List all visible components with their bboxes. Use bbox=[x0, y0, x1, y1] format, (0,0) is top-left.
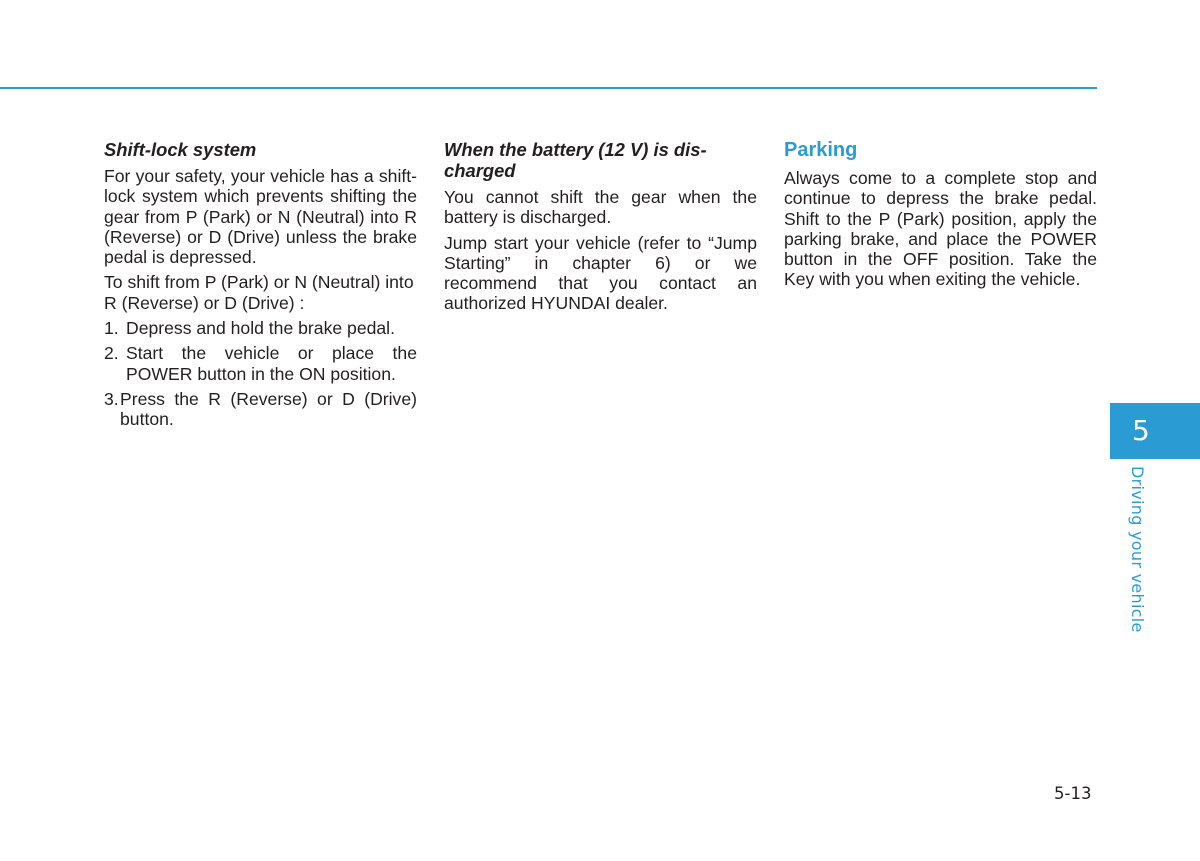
step-text: Start the vehicle or place the POWER button in the ON position. bbox=[126, 343, 417, 384]
page-number: 5-13 bbox=[1054, 784, 1092, 803]
shift-instruction-paragraph: To shift from P (Park) or N (Neutral) into R (Reverse) or D (Drive) : bbox=[104, 272, 414, 313]
step-item bbox=[104, 343, 417, 384]
parking-paragraph: Always come to a complete stop and continue to depress the brake pedal. Shift to the P (Park) position, apply the parking brake, and place the POWER button in the OFF position. Take the Key with you when exiting the vehicle. bbox=[784, 168, 1097, 290]
step-number: 2. bbox=[104, 343, 119, 364]
jump-start-paragraph: Jump start your vehicle (refer to “Jump Starting” in chapter 6) or we recommend that you contact an authorized HYUNDAI dealer. bbox=[444, 232, 757, 314]
shift-lock-heading: Shift-lock system bbox=[104, 139, 257, 160]
chapter-tab bbox=[1110, 403, 1200, 459]
column-shift-lock bbox=[104, 138, 417, 435]
chapter-label: Driving your vehicle bbox=[1128, 466, 1147, 633]
battery-heading: When the battery (12 V) is dis-charged bbox=[444, 139, 707, 181]
top-rule bbox=[0, 87, 1097, 89]
battery-paragraph: You cannot shift the gear when the battery is discharged. bbox=[444, 187, 757, 228]
chapter-number: 5 bbox=[1132, 414, 1150, 447]
step-number: 1. bbox=[104, 318, 119, 339]
column-parking bbox=[784, 138, 1097, 295]
step-number: 3. bbox=[104, 388, 119, 409]
step-text: Depress and hold the brake pedal. bbox=[126, 318, 395, 339]
step-text: Press the R (Reverse) or D (Drive) button. bbox=[120, 388, 417, 430]
step-item bbox=[104, 318, 417, 338]
column-battery bbox=[444, 138, 757, 319]
step-item bbox=[104, 389, 417, 430]
shift-lock-paragraph: For your safety, your vehicle has a shift-lock system which prevents shifting the gear from P (Park) or N (Neutral) into R (Reverse) or D (Drive) unless the brake pedal is depressed. bbox=[104, 166, 417, 268]
parking-heading: Parking bbox=[784, 139, 858, 161]
